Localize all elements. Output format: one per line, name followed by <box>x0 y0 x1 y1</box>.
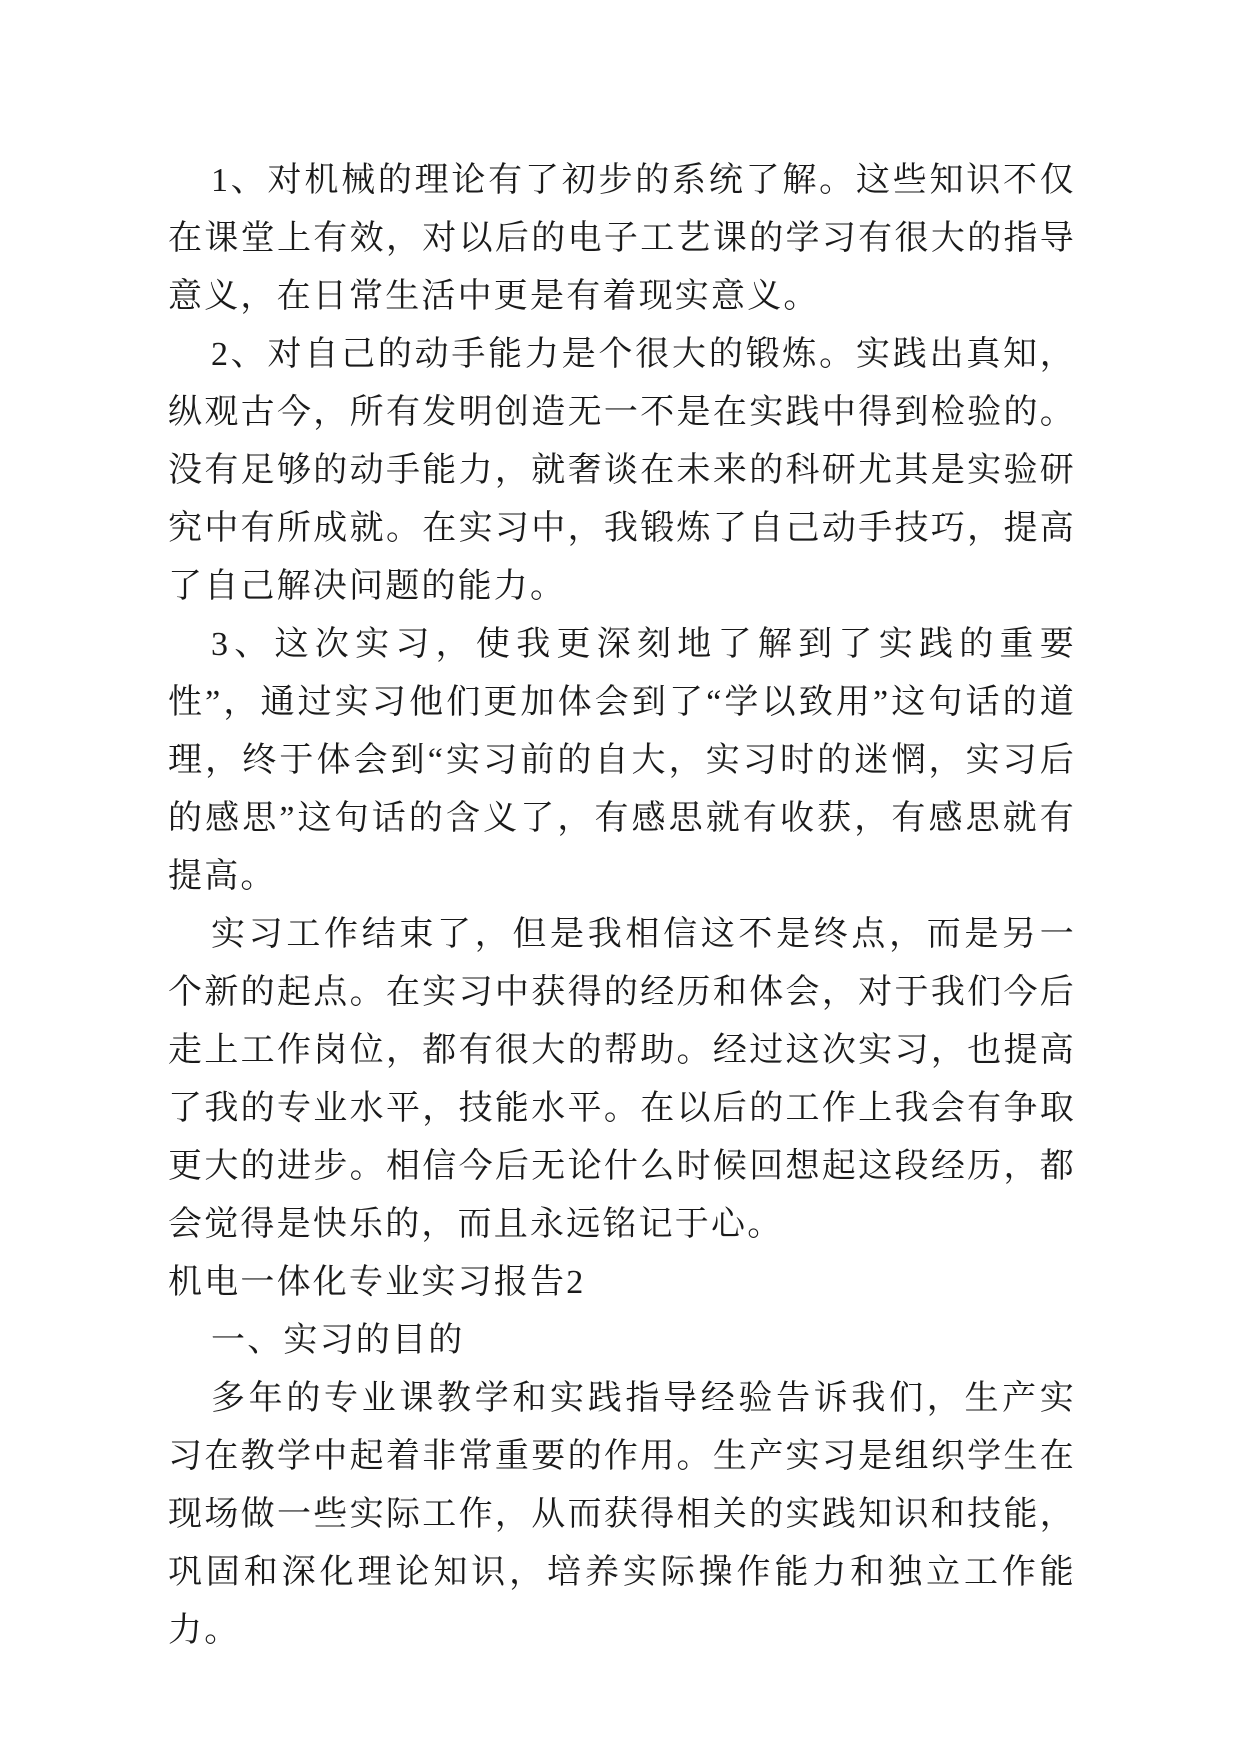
paragraph-point-1: 1、对机械的理论有了初步的系统了解。这些知识不仅在课堂上有效，对以后的电子工艺课的学习有很大的指导意义，在日常生活中更是有着现实意义。 <box>168 162 1076 315</box>
paragraph-conclusion: 实习工作结束了，但是我相信这不是终点，而是另一个新的起点。在实习中获得的经历和体会，对于我们今后走上工作岗位，都有很大的帮助。经过这次实习，也提高了我的专业水平，技能水平。在以后的工作上我会有争取更大的进步。相信今后无论什么时候回想起这段经历，都会觉得是快乐的，而且永远铭记于心。 <box>168 916 1076 1243</box>
paragraph-point-3: 3、这次实习，使我更深刻地了解到了实践的重要性”，通过实习他们更加体会到了“学以致用”这句话的道理，终于体会到“实习前的自大，实习时的迷惘，实习后的感思”这句话的含义了，有感思就有收获，有感思就有提高。 <box>168 626 1076 895</box>
heading-purpose: 一、实习的目的 <box>211 1322 465 1359</box>
document-text-block <box>168 152 1076 1660</box>
report-section-title: 机电一体化专业实习报告2 <box>168 1264 586 1301</box>
paragraph-purpose-body: 多年的专业课教学和实践指导经验告诉我们，生产实习在教学中起着非常重要的作用。生产实习是组织学生在现场做一些实际工作，从而获得相关的实践知识和技能，巩固和深化理论知识，培养实际操作能力和独立工作能力。 <box>168 1380 1076 1649</box>
paragraph-point-2: 2、对自己的动手能力是个很大的锻炼。实践出真知，纵观古今，所有发明创造无一不是在实践中得到检验的。没有足够的动手能力，就奢谈在未来的科研尤其是实验研究中有所成就。在实习中，我锻炼了自己动手技巧，提高了自己解决问题的能力。 <box>168 336 1076 605</box>
